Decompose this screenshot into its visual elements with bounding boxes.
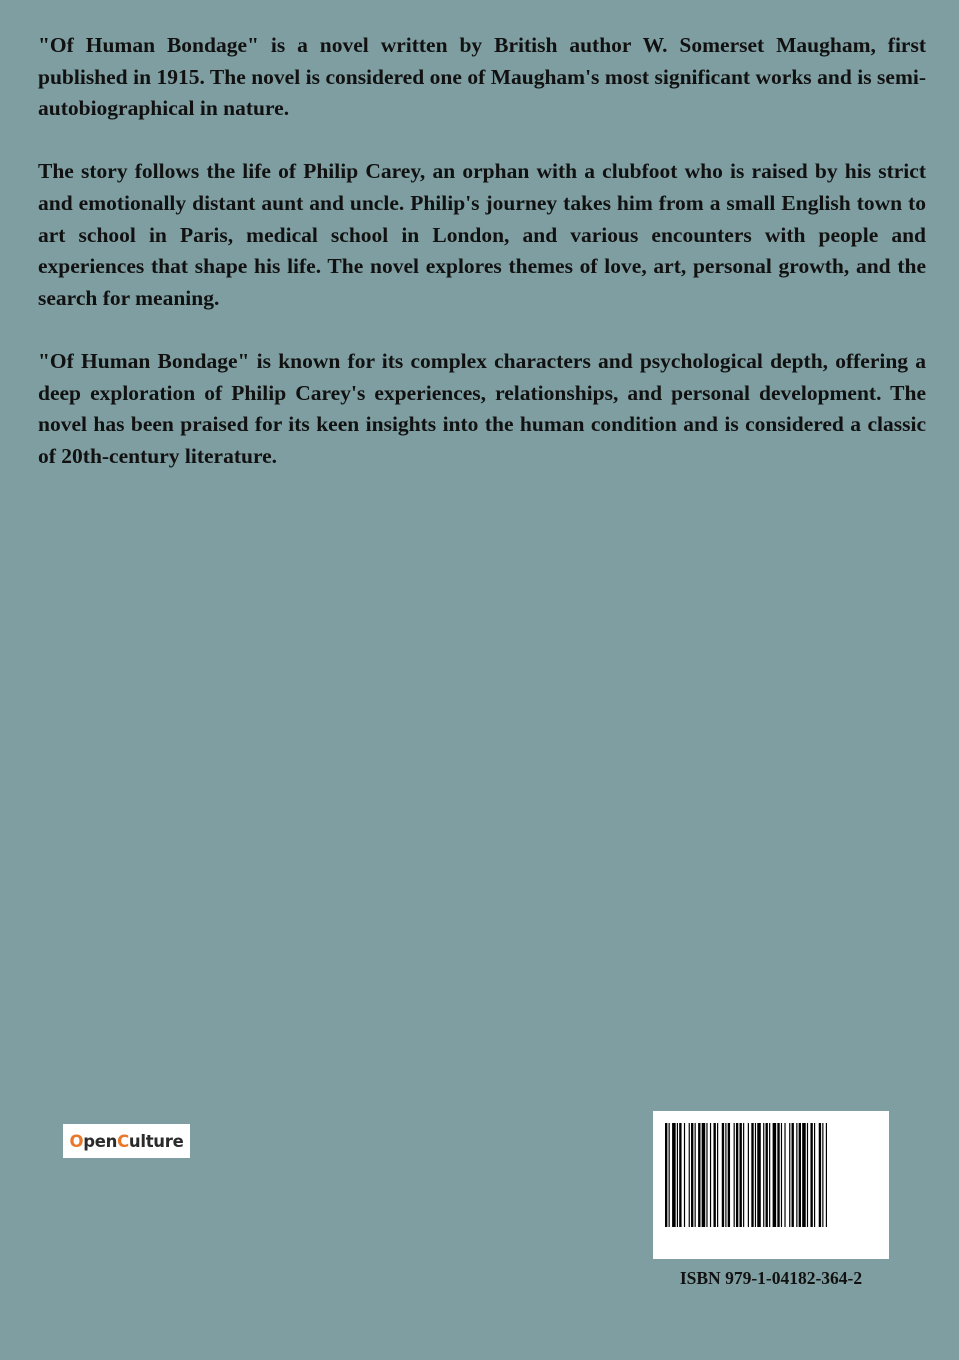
barcode-bar bbox=[755, 1123, 756, 1227]
barcode-bar bbox=[802, 1123, 806, 1227]
barcode-icon bbox=[665, 1123, 877, 1227]
logo-letter-c: C bbox=[117, 1131, 129, 1151]
barcode-bar bbox=[736, 1123, 738, 1227]
barcode-bar bbox=[769, 1123, 770, 1227]
barcode-bar bbox=[763, 1123, 764, 1227]
barcode-bar bbox=[743, 1123, 744, 1227]
barcode-bar bbox=[773, 1123, 777, 1227]
barcode-bar bbox=[807, 1123, 808, 1227]
barcode-bar bbox=[766, 1123, 768, 1227]
barcode-bar bbox=[717, 1123, 718, 1227]
barcode-bar bbox=[777, 1123, 779, 1227]
barcode-bar bbox=[826, 1123, 827, 1227]
barcode-bar bbox=[689, 1123, 690, 1227]
barcode-bar bbox=[698, 1123, 700, 1227]
barcode-bar bbox=[792, 1123, 794, 1227]
barcode-bar bbox=[751, 1123, 753, 1227]
barcode-bar bbox=[757, 1123, 761, 1227]
barcode-bar bbox=[728, 1123, 730, 1227]
description-paragraph-1: "Of Human Bondage" is a novel written by British author W. Somerset Maugham, first published in 1915. The novel is considered one of Maugham's most significant works and is semi-autobiographical in nature. bbox=[38, 33, 926, 121]
logo-text-ulture: ulture bbox=[128, 1131, 184, 1151]
barcode-bar bbox=[748, 1123, 749, 1227]
barcode-bar bbox=[784, 1123, 785, 1227]
barcode-bar bbox=[789, 1123, 790, 1227]
barcode bbox=[653, 1111, 889, 1259]
barcode-bar bbox=[713, 1123, 715, 1227]
barcode-bar bbox=[799, 1123, 801, 1227]
barcode-bar bbox=[814, 1123, 815, 1227]
barcode-bar bbox=[706, 1123, 707, 1227]
barcode-bar bbox=[695, 1123, 696, 1227]
barcode-bar bbox=[781, 1123, 782, 1227]
barcode-bar bbox=[725, 1123, 726, 1227]
isbn-label: ISBN 979-1-04182-364-2 bbox=[679, 1268, 863, 1288]
barcode-bar bbox=[819, 1123, 821, 1227]
barcode-bar bbox=[810, 1123, 812, 1227]
barcode-bar bbox=[740, 1123, 742, 1227]
barcode-bar bbox=[665, 1123, 667, 1227]
publisher-logo bbox=[63, 1124, 190, 1158]
barcode-bar bbox=[702, 1123, 706, 1227]
logo-letter-o: O bbox=[69, 1131, 84, 1151]
barcode-bar bbox=[684, 1123, 685, 1227]
barcode-bar bbox=[710, 1123, 711, 1227]
barcode-bar bbox=[672, 1123, 676, 1227]
description-paragraph-3: "Of Human Bondage" is known for its complex characters and psychological depth, offering a deep exploration of Philip Carey's experiences, relationships, and personal development. The novel has been praised for its keen insights into the human condition and is considered a classic of 20th-century literature. bbox=[38, 348, 926, 468]
barcode-bar bbox=[796, 1123, 797, 1227]
barcode-bar bbox=[734, 1123, 735, 1227]
barcode-bar bbox=[822, 1123, 823, 1227]
barcode-bar bbox=[669, 1123, 670, 1227]
description-paragraph-2: The story follows the life of Philip Carey, an orphan with a clubfoot who is raised by his strict and emotionally distant aunt and uncle. Philip's journey takes him from a small English town to art school in Paris, medical school in London, and various encounters with people and experiences that shape his life. The novel explores themes of love, art, personal growth, and the search for meaning. bbox=[38, 159, 926, 310]
barcode-bar bbox=[722, 1123, 724, 1227]
book-description bbox=[38, 30, 926, 504]
logo-text-pen: pen bbox=[83, 1131, 118, 1151]
barcode-bar bbox=[691, 1123, 693, 1227]
barcode-bar bbox=[677, 1123, 678, 1227]
barcode-bar bbox=[679, 1123, 681, 1227]
